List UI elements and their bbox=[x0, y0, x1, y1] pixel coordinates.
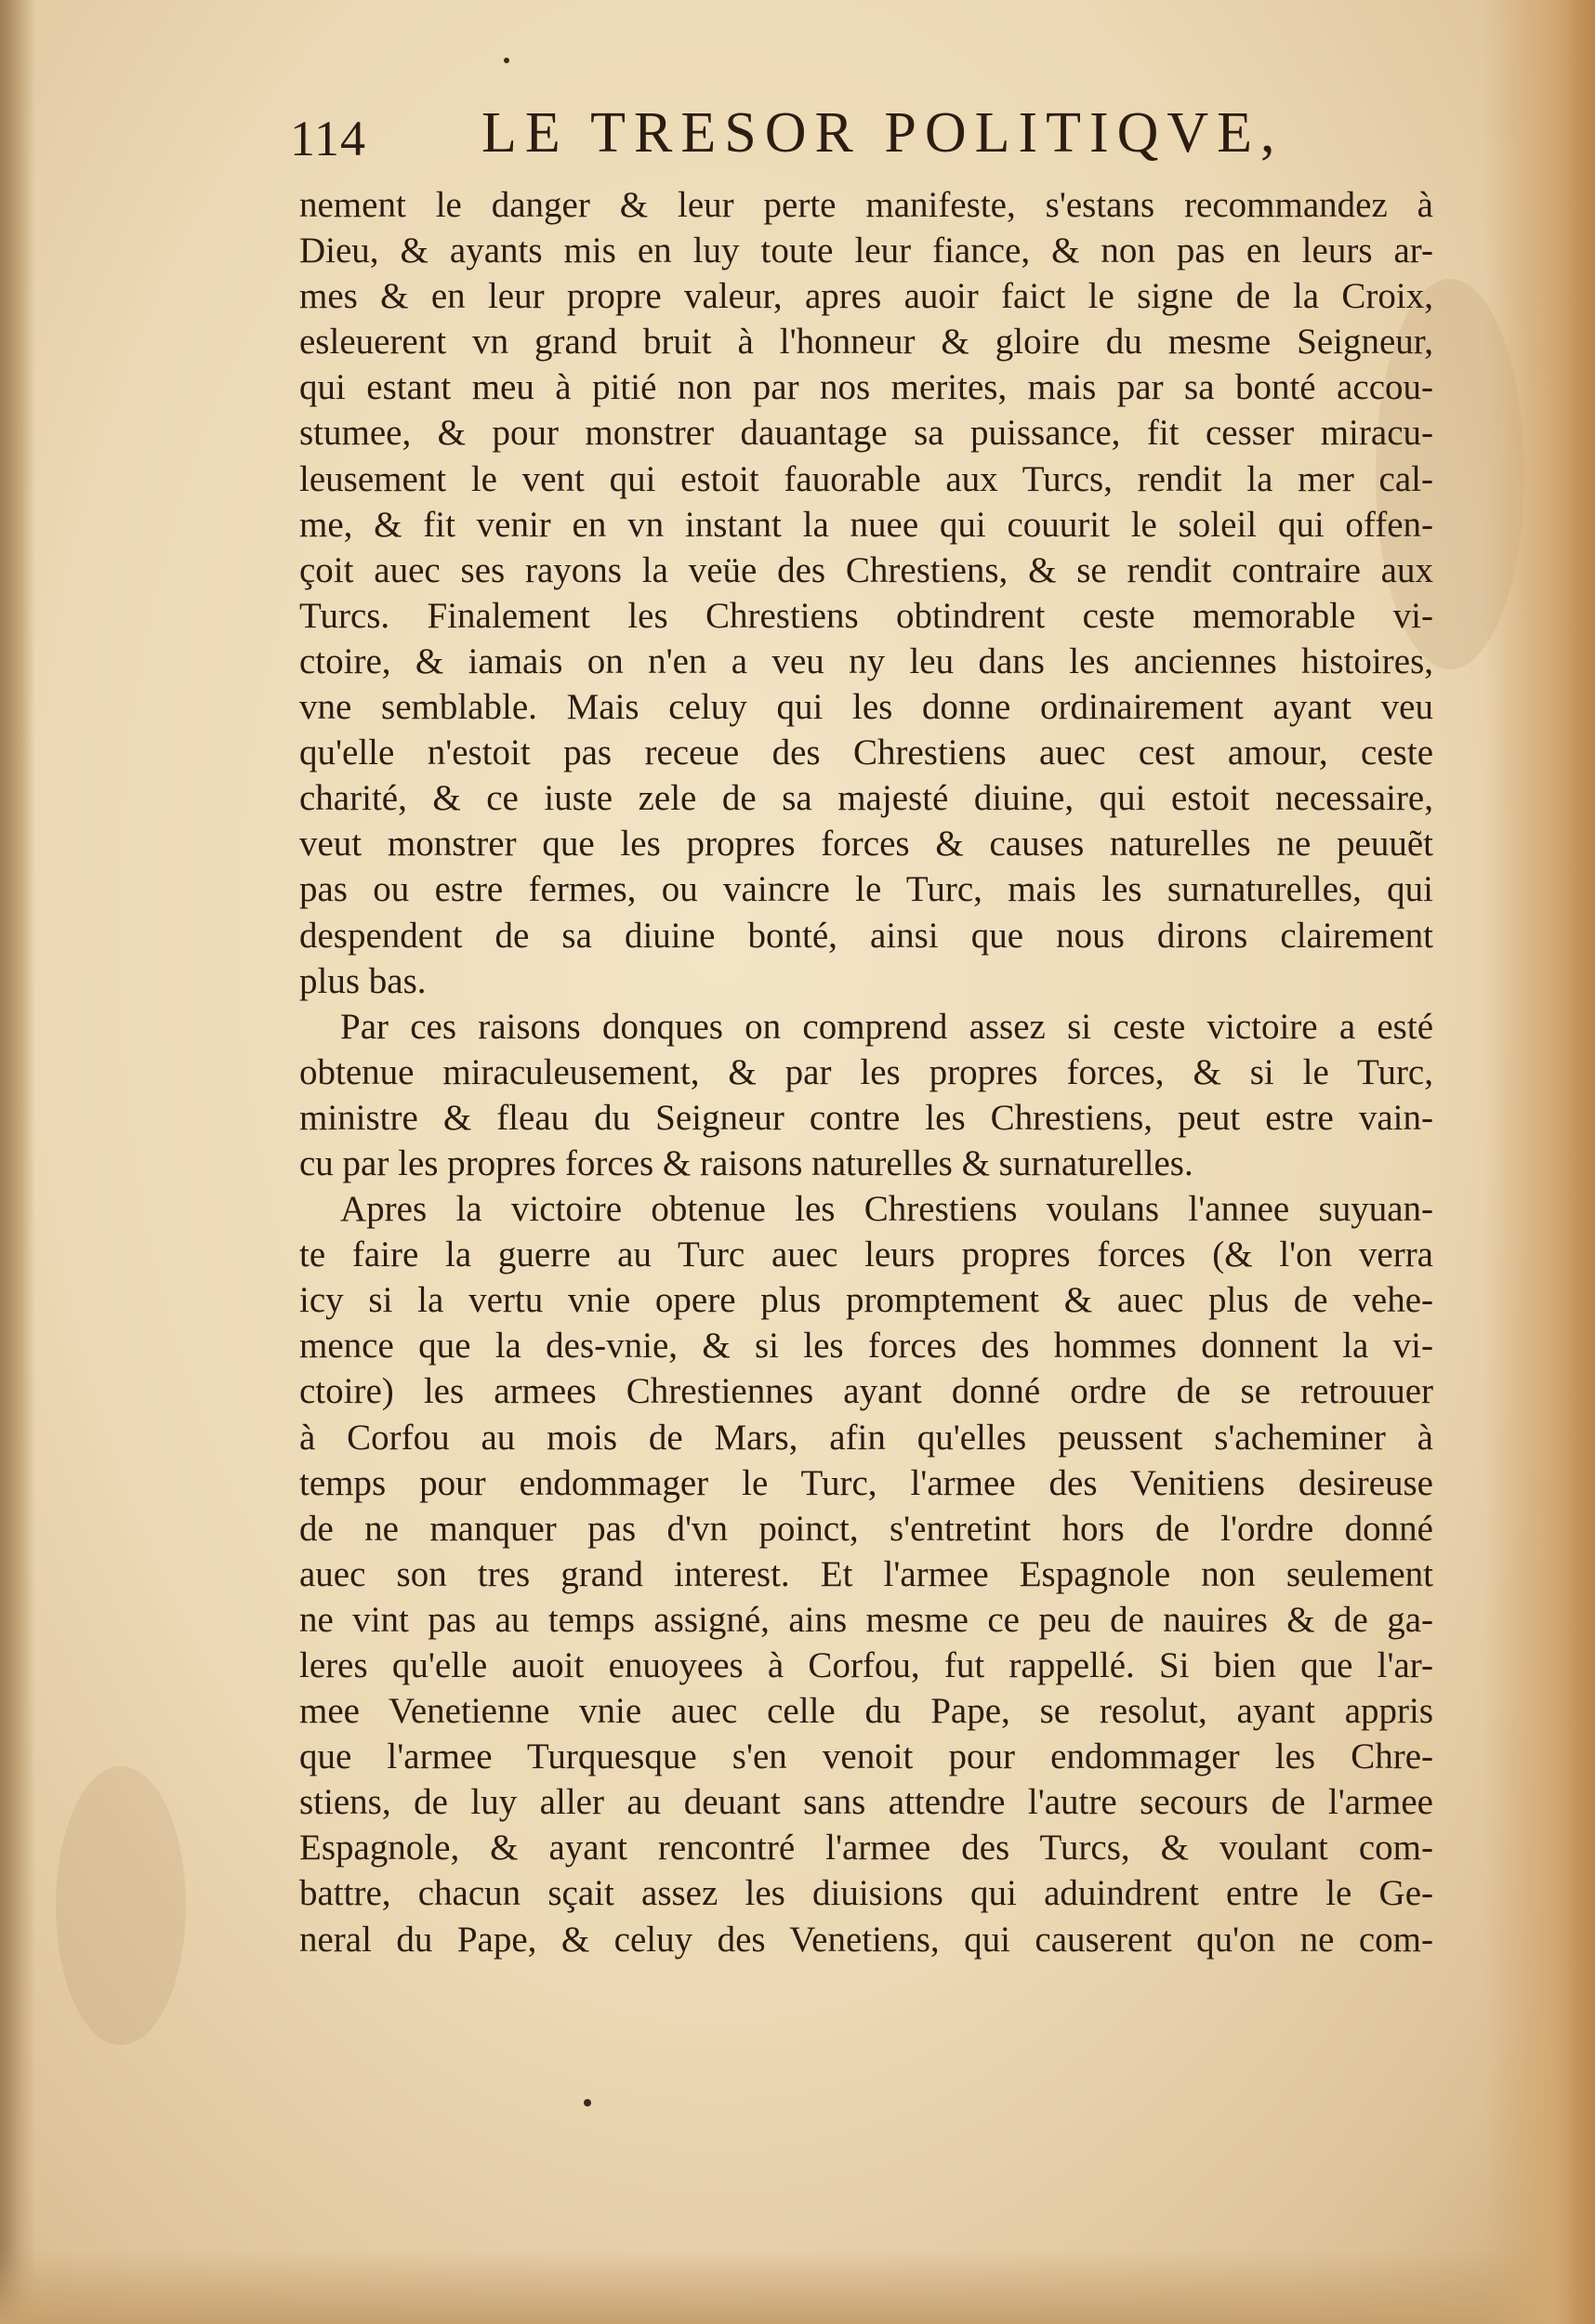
text-line: ministre & fleau du Seigneur contre les Chrestiens, peut estre vain- bbox=[299, 1097, 1433, 1138]
text-line: auec son tres grand interest. Et l'armee Espagnole non seulement bbox=[299, 1553, 1433, 1594]
text-line: vne semblable. Mais celuy qui les donne ordinairement ayant veu bbox=[299, 687, 1433, 728]
text-line: que l'armee Turquesque s'en venoit pour endommager les Chre- bbox=[299, 1736, 1433, 1777]
text-line: qui estant meu à pitié non par nos merites, mais par sa bonté accou- bbox=[299, 367, 1433, 408]
text-line: à Corfou au mois de Mars, afin qu'elles peussent s'acheminer à bbox=[299, 1417, 1433, 1458]
text-line: çoit auec ses rayons la veüe des Chrestiens, & se rendit contraire aux bbox=[299, 549, 1433, 590]
text-line: Par ces raisons donques on comprend assez si ceste victoire a esté bbox=[340, 1006, 1433, 1047]
text-line: ctoire) les armees Chrestiennes ayant donné ordre de se retrouuer bbox=[299, 1371, 1433, 1412]
text-line: Turcs. Finalement les Chrestiens obtindrent ceste memorable vi- bbox=[299, 595, 1433, 636]
ink-speck bbox=[504, 58, 509, 63]
text-line: pas ou estre fermes, ou vaincre le Turc, mais les surnaturelles, qui bbox=[299, 869, 1433, 910]
text-line: despendent de sa diuine bonté, ainsi que nous dirons clairement bbox=[299, 915, 1433, 956]
text-line: stumee, & pour monstrer dauantage sa puissance, fit cesser miracu- bbox=[299, 413, 1433, 454]
paper-stain bbox=[56, 1766, 186, 2045]
ink-speck bbox=[584, 2099, 591, 2106]
text-line: ne vint pas au temps assigné, ains mesme ce peu de nauires & de ga- bbox=[299, 1599, 1433, 1640]
page-bottom-shadow bbox=[0, 2250, 1595, 2324]
text-line: icy si la vertu vnie opere plus promptement & auec plus de vehe- bbox=[299, 1280, 1433, 1321]
text-line: Espagnole, & ayant rencontré l'armee des Turcs, & voulant com- bbox=[299, 1828, 1433, 1868]
page-number: 114 bbox=[290, 111, 366, 166]
text-line: de ne manquer pas d'vn poinct, s'entretint hors de l'ordre donné bbox=[299, 1508, 1433, 1549]
text-line: mee Venetienne vnie auec celle du Pape, se resolut, ayant appris bbox=[299, 1691, 1433, 1732]
text-line: leres qu'elle auoit enuoyees à Corfou, fut rappellé. Si bien que l'ar- bbox=[299, 1645, 1433, 1685]
text-line: leusement le vent qui estoit fauorable aux Turcs, rendit la mer cal- bbox=[299, 458, 1433, 499]
text-line: battre, chacun sçait assez les diuisions qui aduindrent entre le Ge- bbox=[299, 1873, 1433, 1914]
running-title: LE TRESOR POLITIQVE, bbox=[481, 101, 1284, 165]
text-line: stiens, de luy aller au deuant sans attendre l'autre secours de l'armee bbox=[299, 1782, 1433, 1823]
text-line: Apres la victoire obtenue les Chrestiens voulans l'annee suyuan- bbox=[340, 1189, 1433, 1230]
text-line: Dieu, & ayants mis en luy toute leur fiance, & non pas en leurs ar- bbox=[299, 231, 1433, 271]
text-line: esleuerent vn grand bruit à l'honneur & gloire du mesme Seigneur, bbox=[299, 322, 1433, 363]
body-text bbox=[299, 182, 1433, 1962]
text-line: mes & en leur propre valeur, apres auoir faict le signe de la Croix, bbox=[299, 276, 1433, 317]
text-line: nement le danger & leur perte manifeste, s'estans recommandez à bbox=[299, 185, 1433, 225]
text-line: qu'elle n'estoit pas receue des Chrestiens auec cest amour, ceste bbox=[299, 733, 1433, 773]
text-line: temps pour endommager le Turc, l'armee des Venitiens desireuse bbox=[299, 1462, 1433, 1503]
text-line: obtenue miraculeusement, & par les propres forces, & si le Turc, bbox=[299, 1051, 1433, 1092]
text-line: mence que la des-vnie, & si les forces des hommes donnent la vi- bbox=[299, 1326, 1433, 1367]
page-header bbox=[290, 100, 1303, 184]
text-line: ctoire, & iamais on n'en a veu ny leu dans les anciennes histoires, bbox=[299, 640, 1433, 681]
text-line: te faire la guerre au Turc auec leurs propres forces (& l'on verra bbox=[299, 1235, 1433, 1275]
text-line: charité, & ce iuste zele de sa majesté diuine, qui estoit necessaire, bbox=[299, 778, 1433, 819]
text-line: plus bas. bbox=[299, 960, 427, 1001]
text-line: neral du Pape, & celuy des Venetiens, qui causerent qu'on ne com- bbox=[299, 1919, 1433, 1960]
text-line: cu par les propres forces & raisons naturelles & surnaturelles. bbox=[299, 1142, 1193, 1183]
text-line: me, & fit venir en vn instant la nuee qui couurit le soleil qui offen- bbox=[299, 504, 1433, 545]
text-line: veut monstrer que les propres forces & causes naturelles ne peuuẽt bbox=[299, 824, 1433, 865]
